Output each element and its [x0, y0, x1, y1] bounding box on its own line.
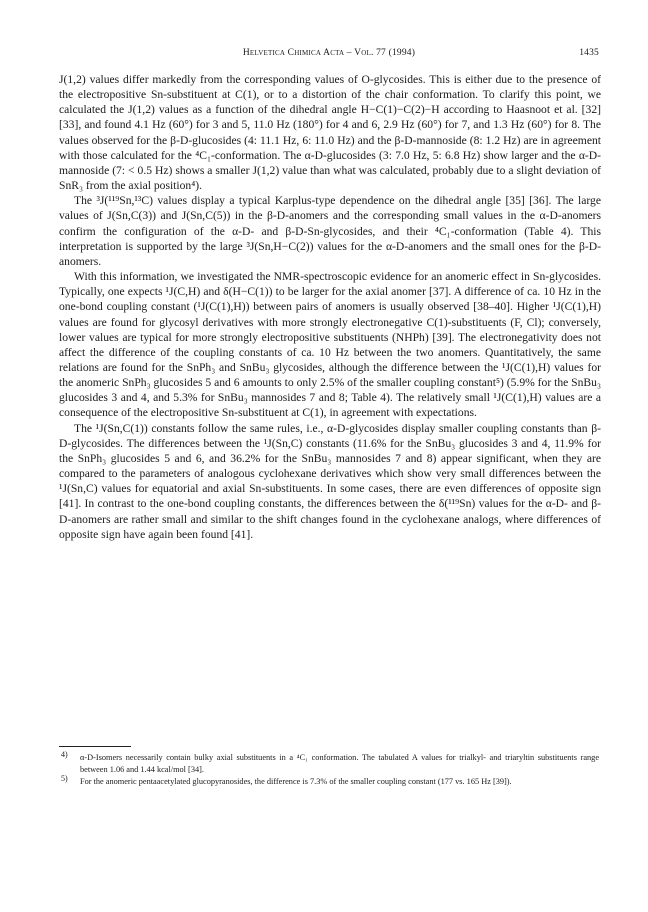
footnote-text: α-D-Isomers necessarily contain bulky axial substituents in a ⁴C₁ conformation. The tabulated A values for trialkyl- and triaryltin substituents range between 1.06 and 1.44 kcal/mol [34]. [80, 753, 599, 774]
page-number: 1435 [579, 48, 599, 58]
footnote-text: For the anomeric pentaacetylated glucopyranosides, the difference is 7.3% of the smaller coupling constant (177 vs. 165 Hz [39]). [80, 776, 512, 786]
article-body [59, 72, 601, 542]
footnote-5 [59, 773, 599, 788]
paragraph-1: J(1,2) values differ markedly from the corresponding values of O-glycosides. This is either due to the presence of the electropositive Sn-substituent at C(1), or to a distortion of the chair conformation. To clarify this point, we calculated the J(1,2) values as a function of the dihedral angle H−C(1)−C(2)−H according to Haasnoot et al. [32] [33], and found 4.1 Hz (60°) for 3 and 5, 11.0 Hz (180°) for 4 and 6, 2.9 Hz (60°) for 7, and 1.3 Hz (60°) for 8. The values observed for the β-D-glucosides (4: 11.1 Hz, 6: 11.0 Hz) and the β-D-mannoside (8: 1.2 Hz) are in agreement with those calculated for the ⁴C₁-conformation. The α-D-glucosides (3: 7.0 Hz, 5: 6.8 Hz) show larger and the α-D-mannoside (7: < 0.5 Hz) shows a smaller J(1,2) value than what was calculated, probably due to a slight deviation of SnR₃ from the axial position⁴). [59, 73, 601, 193]
footnote-4 [59, 752, 599, 776]
footnote-marker: 5) [61, 773, 68, 783]
running-header [59, 48, 599, 62]
journal-title: Helvetica Chimica Acta – Vol. 77 (1994) [242, 48, 416, 58]
footnote-marker: 4) [61, 750, 68, 759]
paragraph-2: The ³J(¹¹⁹Sn,¹³C) values display a typical Karplus-type dependence on the dihedral angle [35] [36]. The large values of J(Sn,C(3)) and J(Sn,C(5)) in the β-D-anomers and the corresponding small values in the α-D-anomers confirm the configuration of the α-D- and β-D-Sn-glycosides, and their ⁴C₁-conformation (Table 4). This interpretation is supported by the large ³J(Sn,H−C(2)) values for the α-D-anomers and the small ones for the β-D-anomers. [59, 194, 601, 268]
paragraph-3: With this information, we investigated the NMR-spectroscopic evidence for an anomeric effect in Sn-glycosides. Typically, one expects ¹J(C,H) and δ(H−C(1)) to be larger for the axial anomer [37]. A difference of ca. 10 Hz in the one-bond coupling constant (¹J(C(1),H)) between pairs of anomers is usually observed [38–40]. Higher ¹J(C(1),H) values are found for glycosyl derivatives with more strongly electronegative C(1)-substituents (F, Cl); conversely, lower values are typical for more strongly electropositive substituents (NHPh) [39]. The electronegativity does not affect the difference of the coupling constants of ca. 10 Hz between the two anomers. Quantitatively, the same relations are found for the SnPh₃ and SnBu₃ glycosides, although the difference between the ¹J(C(1),H) values for the anomeric SnPh₃ glucosides 5 and 6 amounts to only 2.5% of the smaller coupling constant⁵) (5.9% for the SnBu₃ glucosides 3 and 4, and 5.3% for SnBu₃ mannosides 7 and 8; Table 4). The relatively small ¹J(C(1),H) values are a consequence of the electropositive Sn-substituent at C(1), in agreement with expectations. [59, 270, 601, 420]
paragraph-4: The ¹J(Sn,C(1)) constants follow the same rules, i.e., α-D-glycosides display smaller coupling constants than β-D-glycosides. The differences between the ¹J(Sn,C) constants (11.6% for the SnBu₃ glucosides 3 and 4, 11.9% for the SnPh₃ glucosides 5 and 6, and 36.2% for the SnBu₃ mannosides 7 and 8) appear significant, when they are compared to the parameters of analogous cyclohexane derivatives which show very small differences between the ¹J(Sn,C) values for equatorial and axial Sn-substituents. In some cases, there are even differences of opposite sign [41]. In contrast to the one-bond coupling constants, the differences between the δ(¹¹⁹Sn) values for the α-D- and β-D-anomers are rather small and similar to the shift changes found in the cyclohexane analogs, where differences of opposite sign have again been found [41]. [59, 421, 601, 541]
footnote-rule [59, 746, 131, 747]
footnotes [59, 752, 599, 787]
